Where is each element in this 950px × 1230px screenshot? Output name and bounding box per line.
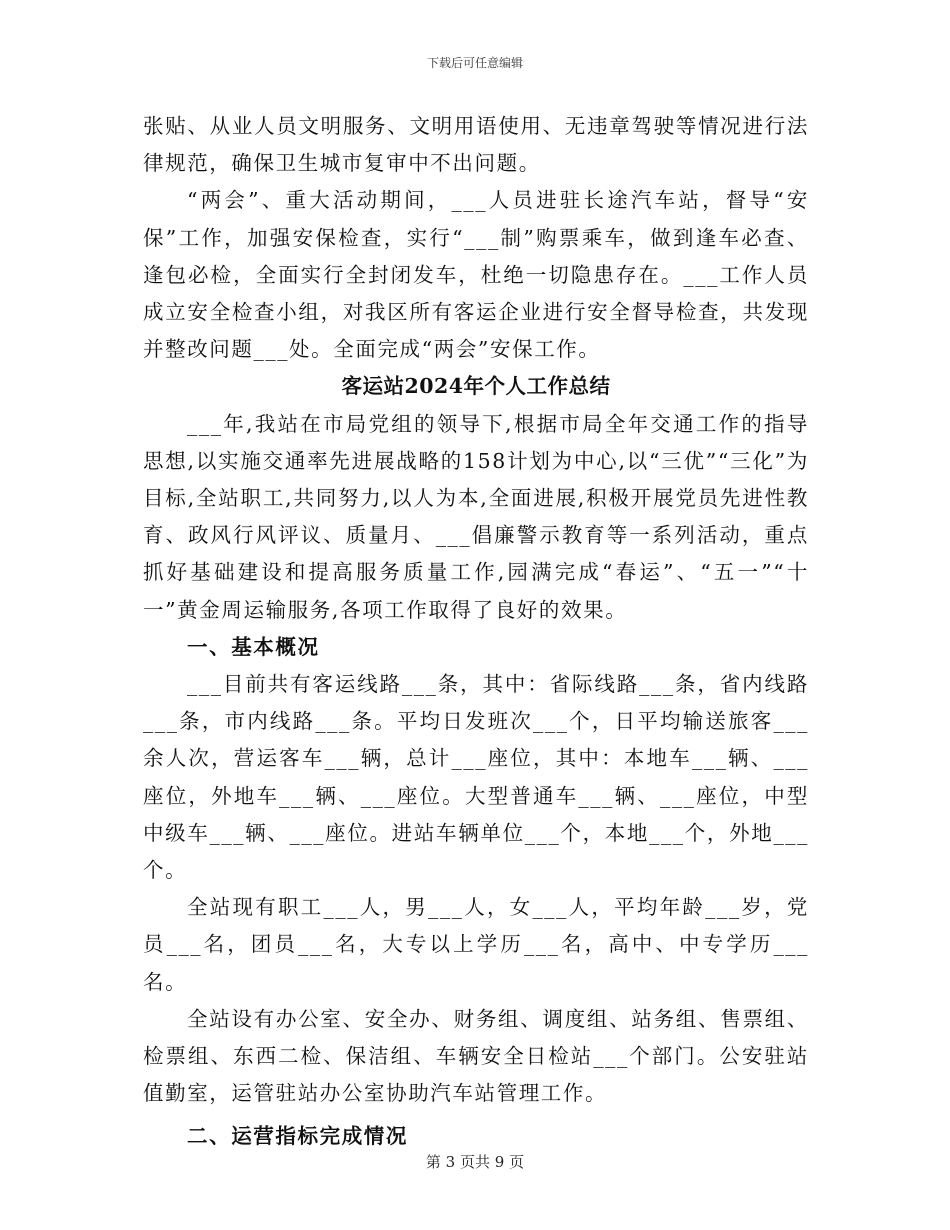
section-heading-basic-overview: 一、基本概况 — [187, 634, 320, 659]
section-heading-operations: 二、运营指标完成情况 — [187, 1124, 408, 1149]
paragraph-intro: ___年,我站在市局党组的领导下,根据市局全年交通工作的指导思想,以实施交通率先进展战略的158计划为中心,以“三优”“三化”为目标,全站职工,共同努力,以人为本,全面进展,积极开展党员先进性教育、政风行风评议、质量月、___倡廉警示教育等一系列活动，重点抓好基础建设和提高服务质量工作,园满完成“春运”、“五一”“十一”黄金周运输服务,各项工作取得了良好的效果。 — [143, 411, 809, 622]
paragraph-continuation: 张贴、从业人员文明服务、文明用语使用、无违章驾驶等情况进行法律规范，确保卫生城市复审中不出问题。 — [143, 114, 809, 176]
page-footer-number: 第 3 页共 9 页 — [425, 1153, 525, 1171]
document-body — [143, 108, 809, 1156]
paragraph-lianghui-security: “两会”、重大活动期间，___人员进驻长途汽车站，督导“安保”工作，加强安保检查，实行“___制”购票乘车，做到逢车必查、逢包必检，全面实行全封闭发车，杜绝一切隐患存在。___工作人员成立安全检查小组，对我区所有客运企业进行安全督导检查，共发现并整改问题___处。全面完成“两会”安保工作。 — [143, 188, 809, 362]
paragraph-routes-vehicles: ___目前共有客运线路___条，其中：省际线路___条，省内线路___条，市内线路___条。平均日发班次___个，日平均输送旅客___余人次，营运客车___辆，总计___座位，其中：本地车___辆、___座位，外地车___辆、___座位。大型普通车___辆、___座位，中型中级车___辆、___座位。进站车辆单位___个，本地___个，外地___个。 — [143, 672, 809, 883]
page-header-note: 下载后可任意编辑 — [426, 56, 523, 70]
paragraph-departments: 全站设有办公室、安全办、财务组、调度组、站务组、售票组、检票组、东西二检、保洁组、车辆安全日检站___个部门。公安驻站值勤室，运管驻站办公室协助汽车站管理工作。 — [143, 1006, 809, 1106]
document-title: 客运站2024年个人工作总结 — [341, 374, 611, 399]
paragraph-staff: 全站现有职工___人，男___人，女___人，平均年龄___岁，党员___名，团员___名，大专以上学历___名，高中、中专学历___名。 — [143, 895, 809, 994]
